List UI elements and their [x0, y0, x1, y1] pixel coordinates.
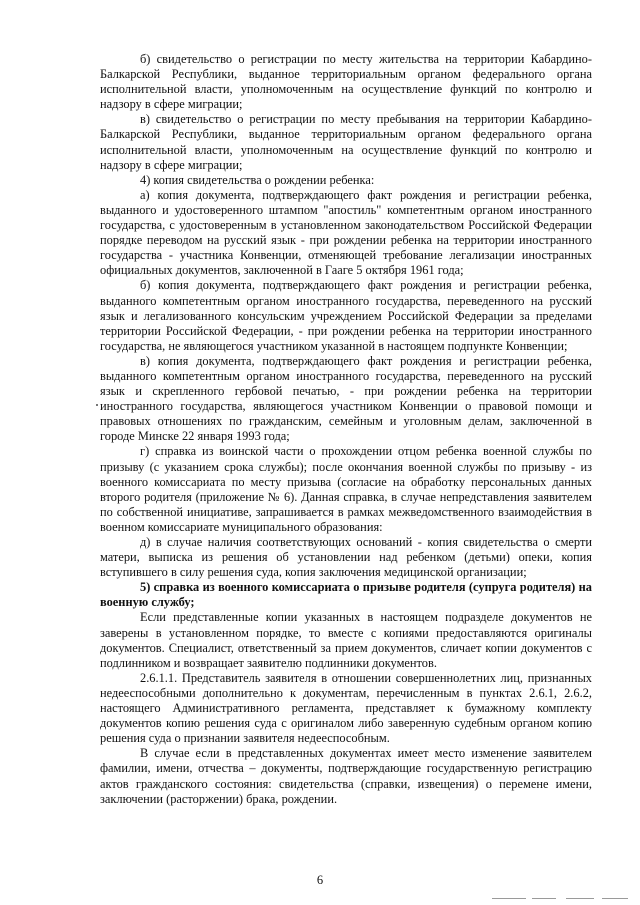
paragraph-residence-registration: б) свидетельство о регистрации по месту жительства на территории Кабардино-Балкарской Республики, выданное территориальным органом федерального органа исполнительной власти, уполномоченным на осуществление функций по контролю и надзору в сфере миграции;: [100, 52, 592, 112]
paragraph-copies-verification: Если представленные копии указанных в настоящем подразделе документов не заверены в установленном порядке, то вместе с копиями предоставляются оригиналы документов. Специалист, ответственный за прием документов, сличает копии документов с подлинником и возвращает заявителю подлинники документов.: [100, 610, 592, 670]
paragraph-consular-legalization: б) копия документа, подтверждающего факт рождения и регистрации ребенка, выданного компетентным органом иностранного государства, переведенного на русский язык и легализованного консульским учреждением Российской Федерации за пределами территории Российской Федерации, - при рождении ребенка на территории иностранного государства, не являющегося участником указанной в настоящем подпункте Конвенции;: [100, 278, 592, 353]
paragraph-minsk-convention: в) копия документа, подтверждающего факт рождения и регистрации ребенка, выданного компетентным органом иностранного государства, переведенного на русский язык и скрепленного гербовой печатью, - при рождении ребенка на территории иностранного государства, являющегося участником Конвенции о правовой помощи и правовых отношениях по гражданским, семейным и уголовным делам, заключенной в городе Минске 22 января 1993 года;: [100, 353, 592, 444]
scan-edge-mark: [532, 898, 556, 899]
scan-speck: [96, 404, 98, 406]
scan-edge-mark: [566, 898, 594, 899]
paragraph-death-certificate: д) в случае наличия соответствующих оснований - копия свидетельства о смерти матери, выписка из решения об установлении над ребенком (детьми) опеки, копия вступившего в силу решения суда, копия заключения медицинской организации;: [100, 535, 592, 580]
paragraph-stay-registration: в) свидетельство о регистрации по месту пребывания на территории Кабардино-Балкарской Республики, выданное территориальным органом федерального органа исполнительной власти, уполномоченным на осуществление функций по контролю и надзору в сфере миграции;: [100, 112, 592, 172]
page-number: 6: [316, 873, 324, 887]
paragraph-military-commissariat-certificate: 5) справка из военного комиссариата о призыве родителя (супруга родителя) на военную службу;: [100, 580, 592, 610]
paragraph-birth-certificate-heading: 4) копия свидетельства о рождении ребенка:: [140, 172, 375, 187]
paragraph-apostille-document: а) копия документа, подтверждающего факт рождения и регистрации ребенка, выданного и удостоверенного штампом "апостиль" компетентным органом иностранного государства, с удостоверенным в установленном законодательством Российской Федерации порядке переводом на русский язык - при рождении ребенка на территории иностранного государства - участника Конвенции, отменяющей требование легализации иностранных официальных документов, заключенной в Гааге 5 октября 1961 года;: [100, 187, 592, 278]
paragraph-representative-documents: 2.6.1.1. Представитель заявителя в отношении совершеннолетних лиц, признанных недееспособными дополнительно к документам, перечисленным в пунктах 2.6.1, 2.6.2, настоящего Административного регламента, представляет к бумажному комплекту документов копию решения суда с оригиналом либо заверенную судебным органом копию решения суда о признании заявителя недееспособным.: [100, 670, 592, 746]
paragraph-military-unit-certificate: г) справка из воинской части о прохождении отцом ребенка военной службы по призыву (с указанием срока службы); после окончания военной службы по призыву - из военного комиссариата по месту призыва (согласие на обработку персональных данных второго родителя (приложение № 6). Данная справка, в случае непредставления заявителем по собственной инициативе, запрашивается в рамках межведомственного взаимодействия в военном комиссариате муниципального образования:: [100, 444, 592, 534]
document-body: [100, 52, 592, 807]
scan-edge-mark: [602, 898, 628, 899]
scan-edge-mark: [492, 898, 526, 899]
paragraph-name-change-documents: В случае если в представленных документах имеет место изменение заявителем фамилии, имени, отчества – документы, подтверждающие государственную регистрацию актов гражданского состояния: свидетельства (справки, извещения) о перемене имени, заключении (расторжении) брака, рождении.: [100, 746, 592, 806]
